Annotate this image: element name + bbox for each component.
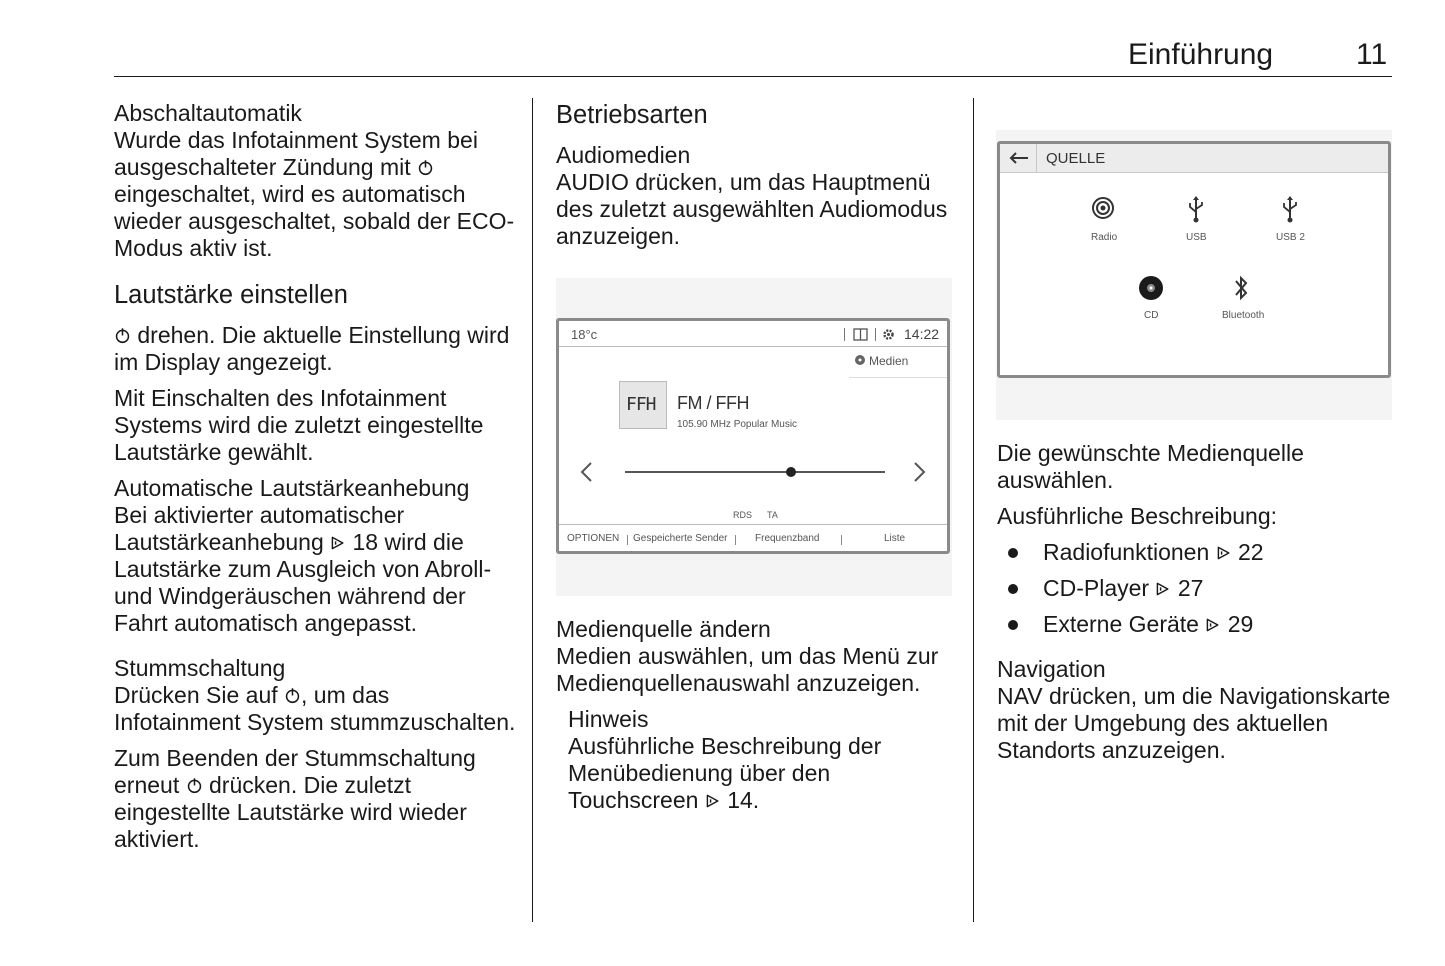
section-abschaltautomatik bbox=[114, 100, 519, 262]
radio-screen bbox=[556, 318, 950, 554]
section-title: Audiomedien bbox=[556, 142, 691, 168]
page-reference-icon bbox=[705, 793, 721, 809]
frequency-band-button[interactable]: Frequenzband bbox=[755, 533, 820, 544]
section-navigation bbox=[997, 656, 1392, 764]
slider-knob[interactable] bbox=[786, 467, 796, 477]
usb2-label: USB 2 bbox=[1276, 232, 1305, 243]
section-title-lautstaerke: Lautstärke einstellen bbox=[114, 281, 348, 309]
source-screen bbox=[997, 141, 1391, 378]
column-right bbox=[997, 440, 1392, 773]
list-item-label: Radiofunktionen bbox=[1043, 539, 1210, 565]
list-item-ref: 27 bbox=[1177, 575, 1204, 601]
key-label: Medien bbox=[556, 643, 632, 669]
column-divider-2 bbox=[973, 98, 974, 922]
paragraph-text: Mit Einschalten des Infotainment Systems wird die zuletzt eingestellte Lautstärke gewählt. bbox=[114, 385, 484, 465]
usb2-icon[interactable] bbox=[1280, 194, 1300, 224]
power-icon bbox=[284, 687, 301, 704]
usb-icon[interactable] bbox=[1186, 194, 1206, 224]
list-item-label: CD-Player bbox=[1043, 575, 1150, 601]
section-title: Abschaltautomatik bbox=[114, 100, 302, 126]
page-header-title: Einführung bbox=[1128, 38, 1274, 71]
section-stummschaltung bbox=[114, 655, 519, 853]
paragraph-text: Drücken Sie auf bbox=[114, 682, 278, 708]
hint-title: Hinweis bbox=[568, 706, 649, 732]
station-logo-text: FFH bbox=[626, 394, 656, 415]
phone-book-icon bbox=[853, 328, 868, 341]
paragraph-text: eingeschaltet, wird es automatisch wieder ausgeschaltet, sobald der ECO-Modus aktiv ist. bbox=[114, 181, 515, 261]
gear-icon bbox=[882, 328, 895, 341]
list-item-ref: 29 bbox=[1227, 611, 1254, 637]
ta-indicator: TA bbox=[767, 510, 778, 520]
paragraph-text: Bei aktivierter automatischer Lautstärkeanhebung bbox=[114, 502, 405, 555]
hint-reference: 14. bbox=[727, 787, 760, 813]
power-icon bbox=[186, 777, 203, 794]
section-audiomedien bbox=[556, 142, 956, 250]
section-title: Automatische Lautstärkeanhebung bbox=[114, 475, 470, 501]
column-middle bbox=[556, 100, 956, 259]
temperature: 18°c bbox=[571, 327, 598, 342]
bluetooth-label: Bluetooth bbox=[1222, 310, 1265, 321]
radio-icon[interactable] bbox=[1091, 196, 1115, 220]
chevron-left-icon[interactable] bbox=[579, 461, 593, 483]
media-source-icon bbox=[854, 354, 866, 366]
column-divider-1 bbox=[532, 98, 533, 922]
options-button[interactable]: OPTIONEN bbox=[567, 533, 620, 544]
list-item bbox=[997, 539, 1392, 566]
frequency-slider[interactable] bbox=[625, 471, 885, 473]
section-auto-lautstaerke bbox=[114, 475, 519, 637]
chevron-right-icon[interactable] bbox=[913, 461, 927, 483]
paragraph-text: drücken, um das Hauptmenü des zuletzt ausgewählten Audiomodus anzuzeigen. bbox=[556, 169, 948, 249]
power-icon bbox=[114, 327, 131, 344]
list-item-label: Externe Geräte bbox=[1043, 611, 1199, 637]
key-label: AUDIO bbox=[556, 169, 629, 195]
header-line bbox=[559, 346, 947, 347]
media-line bbox=[849, 377, 950, 378]
section-title-betriebsarten: Betriebsarten bbox=[556, 101, 708, 129]
paragraph-text: 18 wird die Lautstärke zum Ausgleich von Abroll- und Windgeräuschen während der Fahrt automatisch angepasst. bbox=[114, 529, 492, 636]
media-button[interactable]: Medien bbox=[869, 354, 909, 368]
footer-divider bbox=[735, 535, 736, 545]
paragraph-text: drehen. Die aktuelle Einstellung wird im Display angezeigt. bbox=[114, 322, 510, 375]
section-title: Stummschaltung bbox=[114, 655, 286, 681]
header-divider bbox=[1036, 144, 1037, 172]
status-divider bbox=[844, 328, 845, 341]
paragraph-text: auswählen, um das Menü zur Medienquellenauswahl anzuzeigen. bbox=[556, 643, 939, 696]
bluetooth-icon[interactable] bbox=[1233, 274, 1249, 302]
station-frequency: 105.90 MHz Popular Music bbox=[677, 419, 798, 430]
paragraph-text: , um das Infotainment System stummzuschalten. bbox=[114, 682, 516, 735]
section-title: Navigation bbox=[997, 656, 1106, 682]
list-item bbox=[997, 611, 1392, 638]
cd-label: CD bbox=[1144, 310, 1159, 321]
bullet-dot bbox=[1008, 620, 1018, 630]
footer-line bbox=[559, 524, 947, 525]
header-rule bbox=[114, 76, 1392, 77]
paragraph-text: drücken. Die zuletzt eingestellte Lautstärke wird wieder aktiviert. bbox=[114, 772, 467, 852]
station-logo bbox=[619, 381, 667, 429]
footer-divider bbox=[841, 535, 842, 545]
hint-text: Ausführliche Beschreibung der Menübedienung über den Touchscreen bbox=[568, 733, 882, 813]
cd-icon[interactable] bbox=[1138, 275, 1164, 301]
list-item bbox=[997, 575, 1392, 602]
back-arrow-icon[interactable] bbox=[1008, 151, 1030, 165]
clock: 14:22 bbox=[904, 326, 940, 342]
paragraph-text: Die gewünschte Medienquelle auswählen. bbox=[997, 440, 1304, 493]
paragraph-text: Zum Beenden der Stummschaltung erneut bbox=[114, 745, 476, 798]
paragraph-text: drücken, um die Navigationskarte mit der Umgebung des aktuellen Standorts anzuzeigen. bbox=[997, 683, 1391, 763]
bullet-dot bbox=[1008, 584, 1018, 594]
status-divider bbox=[875, 328, 876, 341]
usb-label: USB bbox=[1186, 232, 1207, 243]
list-button[interactable]: Liste bbox=[884, 533, 906, 544]
column-left bbox=[114, 100, 519, 862]
column-middle-lower bbox=[556, 616, 956, 823]
paragraph-text: Wurde das Infotainment System bei ausgeschalteter Zündung mit bbox=[114, 127, 478, 180]
page-reference-icon bbox=[1216, 545, 1232, 561]
rds-indicator: RDS bbox=[733, 510, 753, 520]
radio-label: Radio bbox=[1091, 232, 1118, 243]
page-reference-icon bbox=[1155, 581, 1171, 597]
section-title-medienquelle: Medienquelle ändern bbox=[556, 616, 771, 642]
paragraph-text: Ausführliche Beschreibung: bbox=[997, 503, 1277, 529]
key-label: NAV bbox=[997, 683, 1043, 709]
footer-divider bbox=[627, 535, 628, 545]
page-number: 11 bbox=[1356, 38, 1388, 71]
hint-box bbox=[556, 706, 956, 814]
source-title: QUELLE bbox=[1046, 150, 1106, 167]
station-name: FM / FFH bbox=[677, 393, 749, 413]
list-item-ref: 22 bbox=[1238, 539, 1264, 565]
bullet-dot bbox=[1008, 548, 1018, 558]
saved-stations-button[interactable]: Gespeicherte Sender bbox=[633, 533, 728, 544]
power-icon bbox=[417, 159, 434, 176]
page-reference-icon bbox=[1205, 617, 1221, 633]
page-reference-icon bbox=[330, 535, 346, 551]
